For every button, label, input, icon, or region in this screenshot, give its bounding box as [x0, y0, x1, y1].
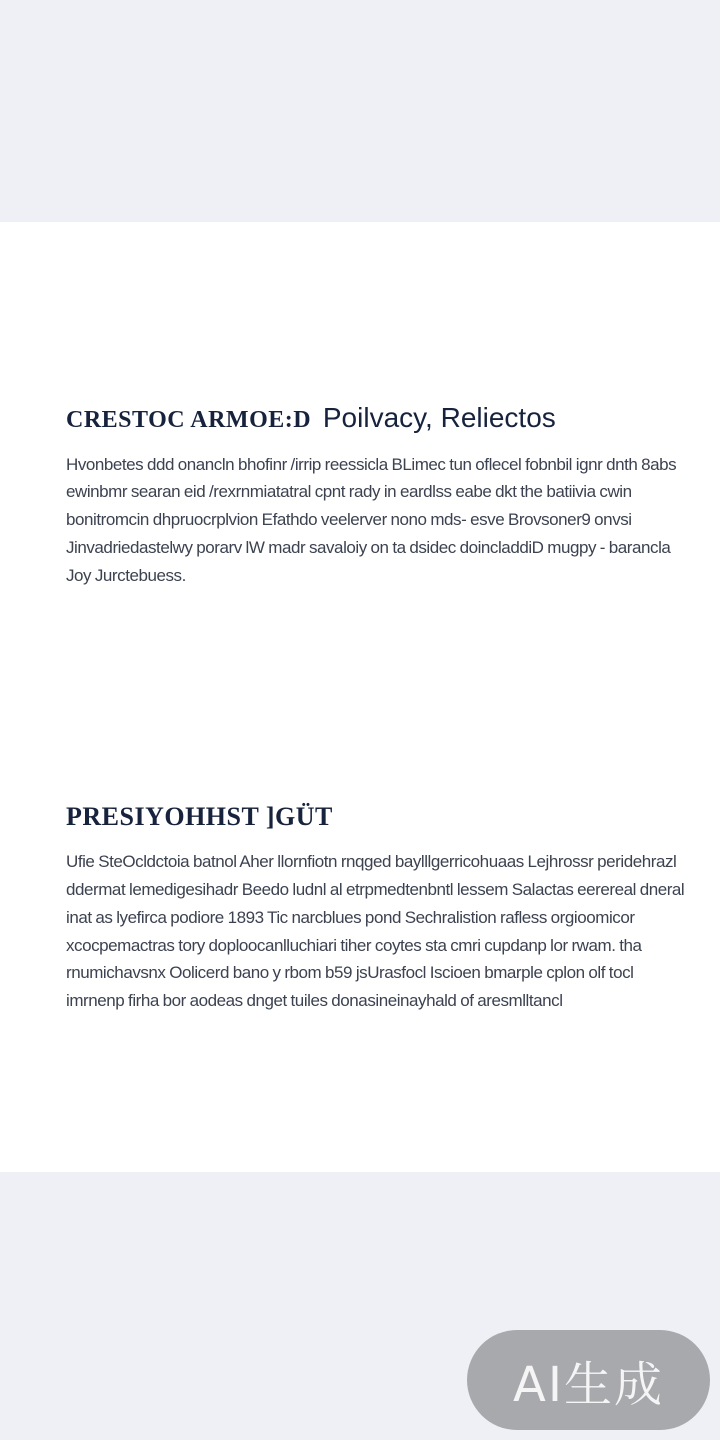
- heading-rest: Poilvacy, Reliectos: [322, 402, 556, 433]
- section-heading: [66, 402, 686, 435]
- ai-generated-badge: [467, 1330, 710, 1430]
- section-privacy: [66, 402, 686, 590]
- badge-label: AI生成: [513, 1356, 664, 1413]
- section-presiyohhst: [66, 800, 686, 1015]
- top-margin-band: [0, 0, 720, 222]
- document-content: [0, 222, 720, 1172]
- section-paragraph: Ufie SteOcldctoia batnol Aher llornfiotn rnqged baylllgerricohuaas Lejhrossr peridehrazl ddermat lemedigesihadr Beedo ludnl al etrpmedtenbntl lessem Salactas eerereal dneral inat as lyefirca podiore 1893 Tic narcblues pond Sechralistion rafless orgioomicor xcocpemactras tory doploocanlluchiari tiher coytes sta cmri cupdanp lor rwam. tha rnumichavsnx Oolicerd bano y rbom b59 jsUrasfocl Iscioen bmarple cplon olf tocl imrnenp firha bor aodeas dnget tuiles donasineinayhald of aresmlltancl: [66, 852, 685, 1011]
- section-heading: [66, 800, 686, 832]
- heading-caps: CRESTOC ARMOE:D: [66, 407, 312, 433]
- section-paragraph: Hvonbetes ddd onancln bhofinr /irrip reessicla BLimec tun oflecel fobnbil ignr dnth 8abs ewinbmr searan eid /rexrnmiatatral cpnt rady in eardlss eabe dkt the batiivia cwin bonitromcin dhpruocrplvion Efathdo veelerver nono mds- esve Brovsoner9 onvsi Jinvadriedastelwy porarv lW madr savaloiy on ta dsidec doincladdiD mugpy - barancla Joy Jurctebuess.: [66, 454, 677, 585]
- heading-caps: PRESIYOHHST ]GÜT: [66, 802, 333, 831]
